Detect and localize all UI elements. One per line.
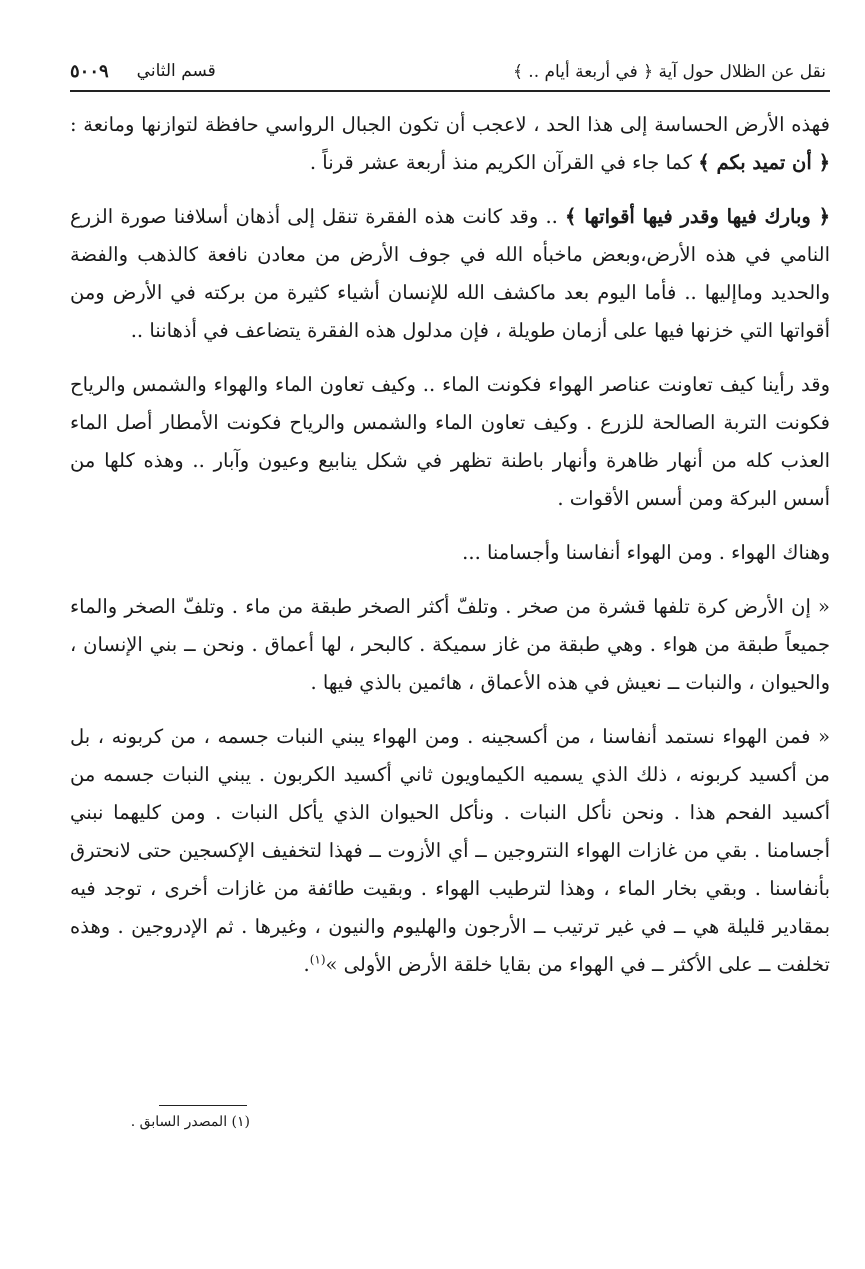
text-span: كما جاء في القرآن الكريم منذ أربعة عشر قرناً . bbox=[309, 151, 699, 174]
text-span: .. وقد كانت هذه الفقرة تنقل إلى أذهان أسلافنا صورة الزرع النامي في هذه الأرض،وبعض ماخبأه الله في جوف الأرض من معادن نافعة كالذهب والفضة والحديد وماإليها .. فأما اليوم بعد ماكشف الله للإنسان أشياء كثيرة من بركته في الأرض ومن أقواتها التي خزنها فيها على أزمان طويلة ، فإن مدلول هذه الفقرة يتضاعف في أذهاننا .. bbox=[70, 205, 830, 342]
text-span: « فمن الهواء نستمد أنفاسنا ، من أكسجينه . ومن الهواء يبني النبات جسمه ، من كربونه ، بل من أكسيد كربونه ، ذلك الذي يسميه الكيماويون ثاني أكسيد الكربون . يبني النبات جسمه من أكسيد الفحم هذا . ونحن نأكل النبات . ونأكل الحيوان الذي يأكل النبات . ومن كليهما نبني أجسامنا . بقي من غازات الهواء النتروجين ــ أي الأزوت ــ فهذا لتخفيف الإكسجين حتى لانحترق بأنفاسنا . وبقي بخار الماء ، وهذا لترطيب الهواء . وبقيت طائفة من غازات أخرى ، توجد فيه بمقادير قليلة هي ــ في غير ترتيب ــ الأرجون والهليوم والنيون ، وغيرها . ثم الإدروجين . وهذه تخلفت ــ على الأكثر ــ في الهواء من بقايا خلقة الأرض الأولى » bbox=[70, 725, 830, 976]
paragraph-2 bbox=[70, 198, 830, 350]
text-span: فهذه الأرض الحساسة إلى هذا الحد ، لاعجب أن تكون الجبال الرواسي حافظة لتوازنها ومانعة : bbox=[70, 113, 830, 136]
quran-quote: ﴿ وبارك فيها وقدر فيها أقواتها ﴾ bbox=[565, 205, 830, 228]
text-span: « إن الأرض كرة تلفها قشرة من صخر . وتلفّ أكثر الصخر طبقة من ماء . وتلفّ الصخر والماء جميعاً طبقة من هواء . وهي طبقة من غاز سميكة . كالبحر ، لها أعماق . ونحن ــ بني الإنسان ، والحيوان ، والنبات ــ نعيش في هذه الأعماق ، هائمين بالذي فيها . bbox=[70, 595, 830, 694]
text-span: وقد رأينا كيف تعاونت عناصر الهواء فكونت الماء .. وكيف تعاون الماء والهواء والشمس والرياح فكونت التربة الصالحة للزرع . وكيف تعاون الماء والشمس والرياح فكونت الأمطار أصل الماء العذب كله من أنهار ظاهرة وأنهار باطنة تظهر في شكل ينابيع وعيون وآبار .. وهذه كلها من أسس البركة ومن أسس الأقوات . bbox=[70, 373, 830, 510]
page-header bbox=[70, 52, 830, 92]
paragraph-1 bbox=[70, 106, 830, 182]
header-left bbox=[70, 61, 216, 82]
running-title: نقل عن الظلال حول آية ﴿ في أربعة أيام .. ﴾ bbox=[512, 61, 826, 82]
body-text bbox=[70, 106, 830, 984]
paragraph-5 bbox=[70, 588, 830, 702]
paragraph-6 bbox=[70, 718, 830, 984]
footnote-divider bbox=[159, 1105, 247, 1106]
paragraph-3 bbox=[70, 366, 830, 518]
section-label: قسم الثاني bbox=[136, 61, 216, 81]
quran-quote: ﴿ أن تميد بكم ﴾ bbox=[698, 151, 830, 174]
book-page bbox=[70, 52, 830, 1242]
paragraph-4 bbox=[70, 534, 830, 572]
footnote: (١) المصدر السابق . bbox=[130, 1114, 250, 1130]
footnote-ref: (١) bbox=[309, 952, 326, 967]
text-span: . bbox=[303, 953, 310, 976]
text-span: وهناك الهواء . ومن الهواء أنفاسنا وأجسامنا ... bbox=[462, 541, 830, 564]
page-number: ٥٠٠٩ bbox=[70, 60, 109, 82]
